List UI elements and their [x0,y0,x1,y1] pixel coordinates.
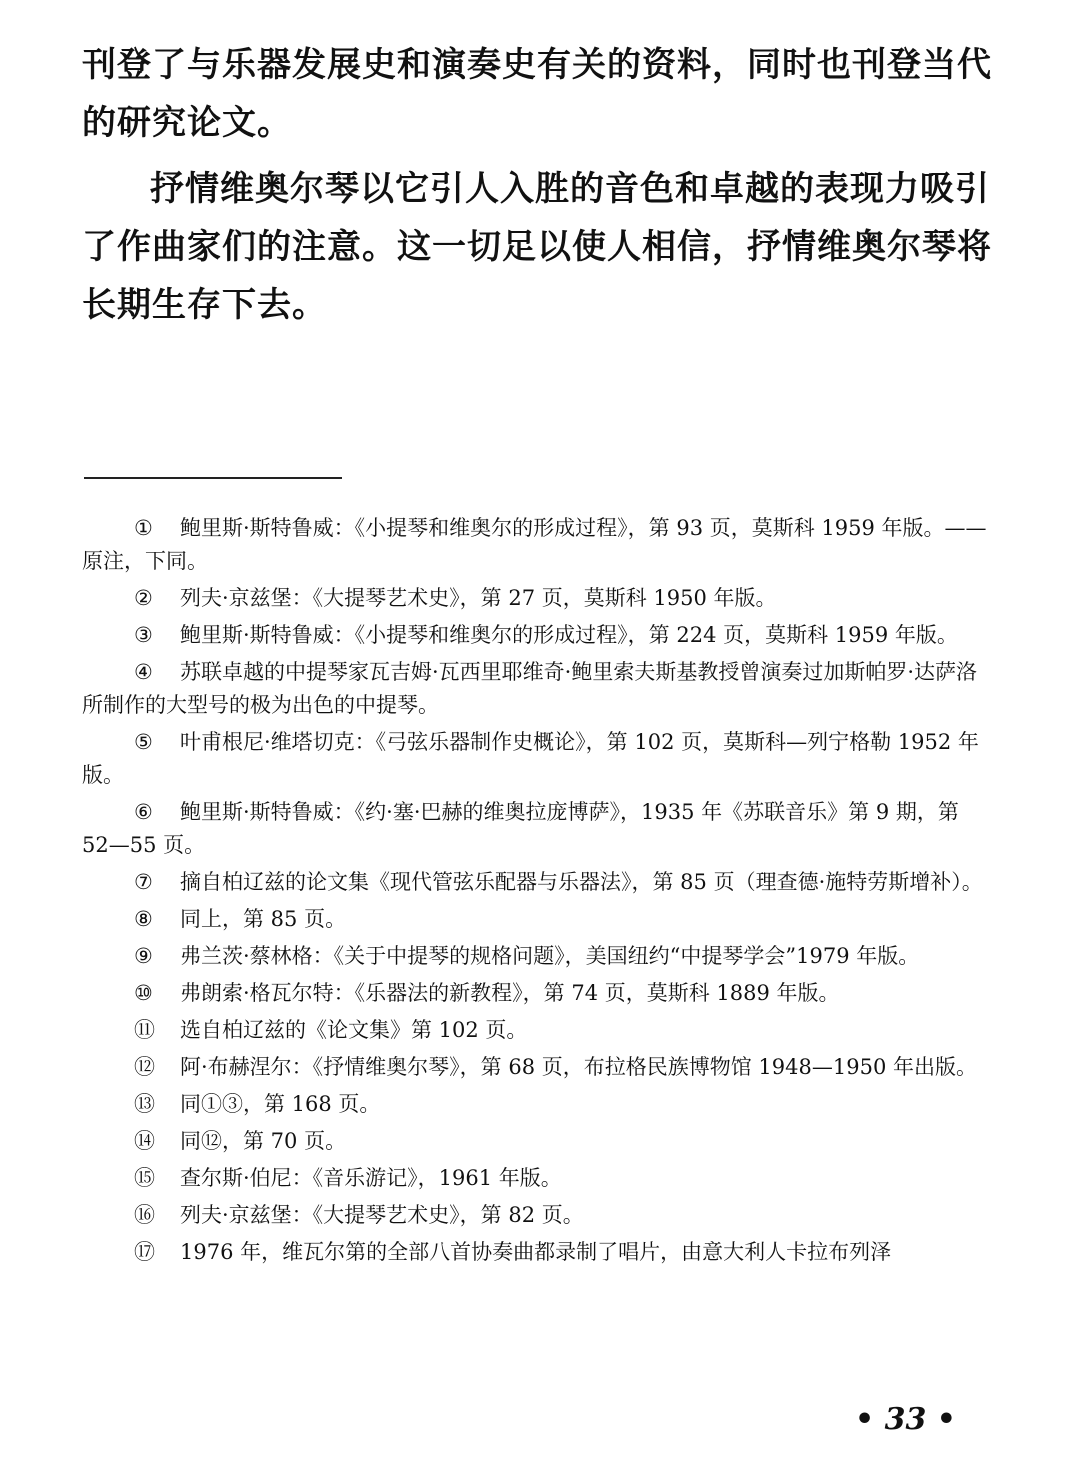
footnote-text: 弗兰茨·蔡林格：《关于中提琴的规格问题》，美国纽约“中提琴学会”1979 年版。 [180,944,920,968]
footnote [82,512,992,578]
footnote-text: 查尔斯·伯尼：《音乐游记》，1961 年版。 [180,1166,562,1190]
footnote [82,903,992,936]
footnote [82,582,992,615]
footnote-mark: ④ [134,660,153,684]
footnote-mark: ⑧ [134,907,153,931]
footnote [82,1125,992,1158]
footnotes [82,512,992,1273]
footnote-text: 弗朗索·格瓦尔特：《乐器法的新教程》，第 74 页，莫斯科 1889 年版。 [180,981,840,1005]
paragraph: 抒情维奥尔琴以它引人入胜的音色和卓越的表现力吸引了作曲家们的注意。这一切足以使人相信，抒情维奥尔琴将长期生存下去。 [82,169,992,325]
footnote-text: 同①③，第 168 页。 [180,1092,381,1116]
footnote [82,1014,992,1047]
footnote [82,619,992,652]
footnote-text: 叶甫根尼·维塔切克：《弓弦乐器制作史概论》，第 102 页，莫斯科—列宁格勒 1952 年版。 [82,730,979,787]
footnote-mark: ② [134,586,153,610]
footnote-mark: ⑮ [134,1166,155,1190]
footnote-text: 列夫·京兹堡：《大提琴艺术史》，第 27 页，莫斯科 1950 年版。 [180,586,777,610]
footnote-mark: ⑤ [134,730,153,754]
footnote [82,1088,992,1121]
footnote-text: 鲍里斯·斯特鲁威：《约·塞·巴赫的维奥拉庞博萨》，1935 年《苏联音乐》第 9 期，第 52—55 页。 [82,800,959,857]
footnote [82,726,992,792]
footnote [82,1236,992,1269]
footnote-text: 选自柏辽兹的《论文集》第 102 页。 [180,1018,528,1042]
footnote-mark: ⑪ [134,1018,155,1042]
footnote-text: 同⑫，第 70 页。 [180,1129,347,1153]
footnote-mark: ⑭ [134,1129,155,1153]
footnote-text: 阿·布赫涅尔：《抒情维奥尔琴》，第 68 页，布拉格民族博物馆 1948—1950 年出版。 [180,1055,977,1079]
footnote [82,1162,992,1195]
footnote-text: 列夫·京兹堡：《大提琴艺术史》，第 82 页。 [180,1203,584,1227]
footnote-mark: ⑫ [134,1055,155,1079]
footnote [82,940,992,973]
footnote-text: 同上，第 85 页。 [180,907,347,931]
footnote-mark: ⑦ [134,870,153,894]
main-text [82,36,1002,334]
footnote-text: 鲍里斯·斯特鲁威：《小提琴和维奥尔的形成过程》，第 224 页，莫斯科 1959 年版。 [180,623,958,647]
footnote-text: 摘自柏辽兹的论文集《现代管弦乐配器与乐器法》，第 85 页（理查德·施特劳斯增补）。 [180,870,983,894]
footnote [82,796,992,862]
footnote [82,656,992,722]
footnote-mark: ① [134,516,153,540]
footnote-mark: ③ [134,623,153,647]
footnote-separator [84,477,342,479]
footnote-text: 苏联卓越的中提琴家瓦吉姆·瓦西里耶维奇·鲍里索夫斯基教授曾演奏过加斯帕罗·达萨洛所制作的大型号的极为出色的中提琴。 [82,660,978,717]
footnote [82,977,992,1010]
footnote-mark: ⑰ [134,1240,155,1264]
footnote-text: 鲍里斯·斯特鲁威：《小提琴和维奥尔的形成过程》，第 93 页，莫斯科 1959 年版。——原注，下同。 [82,516,987,573]
paragraph-continued: 刊登了与乐器发展史和演奏史有关的资料，同时也刊登当代的研究论文。 [82,45,992,143]
page-number: • 33 • [855,1402,956,1437]
footnote [82,866,992,899]
footnote [82,1051,992,1084]
footnote-text: 1976 年，维瓦尔第的全部八首协奏曲都录制了唱片，由意大利人卡拉布列泽 [180,1240,892,1264]
footnote-mark: ⑥ [134,800,153,824]
footnote-mark: ⑩ [134,981,153,1005]
footnote-mark: ⑯ [134,1203,155,1227]
footnote [82,1199,992,1232]
footnote-mark: ⑬ [134,1092,155,1116]
footnote-mark: ⑨ [134,944,153,968]
